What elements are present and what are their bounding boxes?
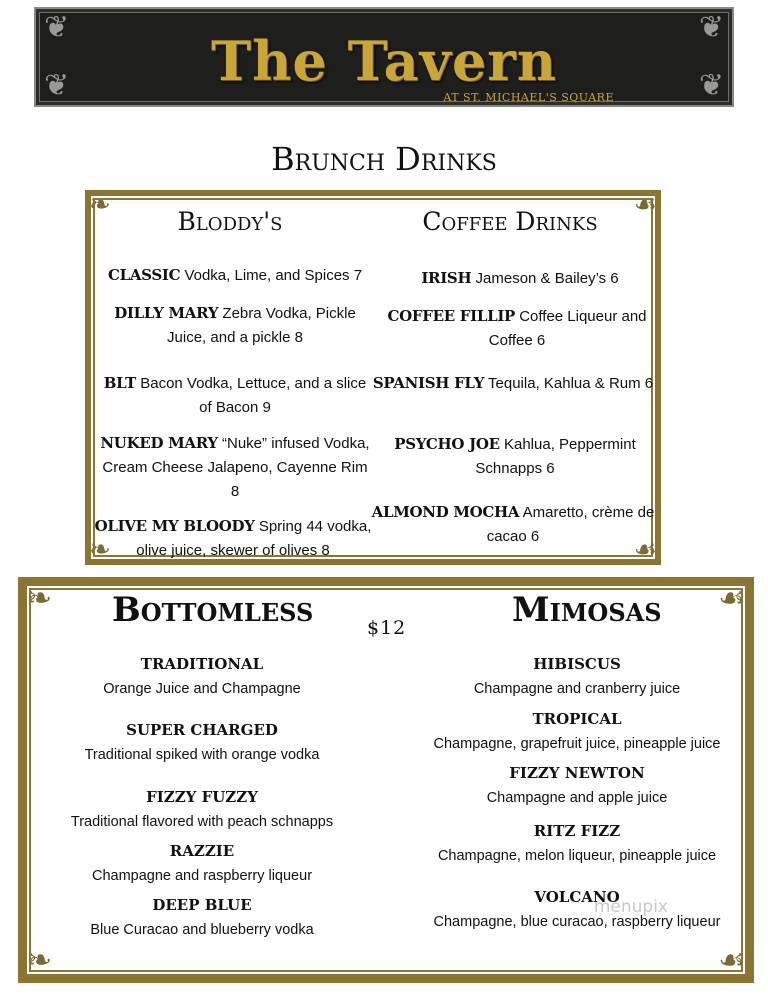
- item-description: Kahlua, Peppermint Schnapps 6: [475, 436, 636, 477]
- menu-item: [380, 432, 650, 481]
- corner-flourish-icon: ❧: [89, 190, 111, 220]
- mimosa-name: TRADITIONAL: [140, 655, 264, 673]
- mimosa-name: DEEP BLUE: [152, 896, 252, 914]
- item-description: “Nuke” infused Vodka, Cream Cheese Jalapeno, Cayenne Rim 8: [102, 435, 370, 500]
- mimosa-price: $12: [367, 617, 407, 639]
- mimosa-description: Champagne, melon liqueur, pineapple juice: [437, 848, 717, 864]
- mimosa-name: SUPER CHARGED: [126, 721, 278, 739]
- item-description: Vodka, Lime, and Spices 7: [184, 267, 363, 284]
- item-description: Amaretto, crème de cacao 6: [486, 504, 655, 545]
- mimosa-name: RITZ FIZZ: [533, 822, 621, 840]
- watermark: menupix: [593, 897, 668, 917]
- bloodys-heading: Bloddy's: [177, 207, 283, 236]
- restaurant-name: The Tavern: [210, 29, 558, 93]
- item-description: Tequila, Kahlua & Rum 6: [488, 375, 654, 392]
- menu-item: [380, 266, 660, 291]
- item-name: IRISH: [421, 269, 472, 287]
- mimosa-name: TROPICAL: [532, 710, 622, 728]
- item-description: Spring 44 vodka, olive juice, skewer of olives 8: [136, 518, 372, 559]
- menu-item: [368, 500, 658, 549]
- item-description: Jameson & Bailey’s 6: [475, 270, 619, 287]
- header-banner: [34, 7, 734, 107]
- corner-flourish-icon: ❧: [27, 581, 53, 616]
- restaurant-location: AT ST. MICHAEL'S SQUARE: [443, 91, 614, 104]
- scroll-flourish-icon: ❦: [698, 10, 724, 45]
- scroll-flourish-icon: ❦: [44, 68, 70, 103]
- corner-flourish-icon: ☙: [718, 581, 745, 616]
- item-name: BLT: [103, 374, 137, 392]
- scroll-flourish-icon: ❦: [698, 68, 724, 103]
- item-name: SPANISH FLY: [372, 374, 485, 392]
- mimosa-description: Champagne, blue curacao, raspberry liqueur: [433, 914, 721, 930]
- menu-item: [88, 514, 378, 563]
- corner-flourish-icon: ☙: [633, 535, 657, 565]
- mimosa-description: Traditional spiked with orange vodka: [84, 747, 320, 763]
- coffee-drinks-heading: Coffee Drinks: [422, 207, 598, 236]
- menu-item: [90, 263, 380, 288]
- mimosa-description: Blue Curacao and blueberry vodka: [90, 922, 314, 938]
- mimosa-description: Orange Juice and Champagne: [103, 681, 301, 697]
- item-name: DILLY MARY: [114, 304, 219, 322]
- menu-item: [100, 431, 370, 504]
- corner-flourish-icon: ❧: [27, 943, 53, 978]
- item-name: ALMOND MOCHA: [371, 503, 520, 521]
- mimosa-name: HIBISCUS: [533, 655, 621, 673]
- item-name: NUKED MARY: [100, 434, 218, 452]
- scroll-flourish-icon: ❦: [44, 10, 70, 45]
- item-description: Coffee Liqueur and Coffee 6: [488, 308, 647, 349]
- menu-item: [368, 371, 658, 396]
- menu-item: [372, 304, 662, 353]
- mimosa-description: Champagne and raspberry liqueur: [91, 868, 313, 884]
- menu-item: [100, 371, 370, 420]
- item-description: Bacon Vodka, Lettuce, and a slice of Bacon 9: [140, 375, 367, 416]
- item-name: OLIVE MY BLOODY: [94, 517, 255, 535]
- mimosa-name: FIZZY NEWTON: [509, 764, 645, 782]
- corner-flourish-icon: ☙: [718, 943, 745, 978]
- corner-flourish-icon: ☙: [633, 190, 657, 220]
- item-name: COFFEE FILLIP: [387, 307, 516, 325]
- mimosa-description: Champagne and apple juice: [486, 790, 668, 806]
- mimosa-description: Champagne and cranberry juice: [473, 681, 681, 697]
- item-name: PSYCHO JOE: [394, 435, 500, 453]
- item-name: CLASSIC: [107, 266, 181, 284]
- mimosa-name: FIZZY FUZZY: [146, 788, 258, 806]
- mimosa-description: Traditional flavored with peach schnapps: [70, 814, 334, 830]
- item-description: Zebra Vodka, Pickle Juice, and a pickle 8: [167, 305, 356, 346]
- brunch-drinks-title: Brunch Drinks: [271, 140, 497, 178]
- mimosas-heading: Mimosas: [512, 590, 662, 630]
- mimosa-description: Champagne, grapefruit juice, pineapple juice: [433, 736, 721, 752]
- menu-item: [100, 301, 370, 350]
- corner-flourish-icon: ❧: [89, 535, 111, 565]
- bottomless-heading: Bottomless: [112, 590, 314, 630]
- mimosa-name: RAZZIE: [169, 842, 235, 860]
- mimosa-name: VOLCANO: [534, 888, 620, 906]
